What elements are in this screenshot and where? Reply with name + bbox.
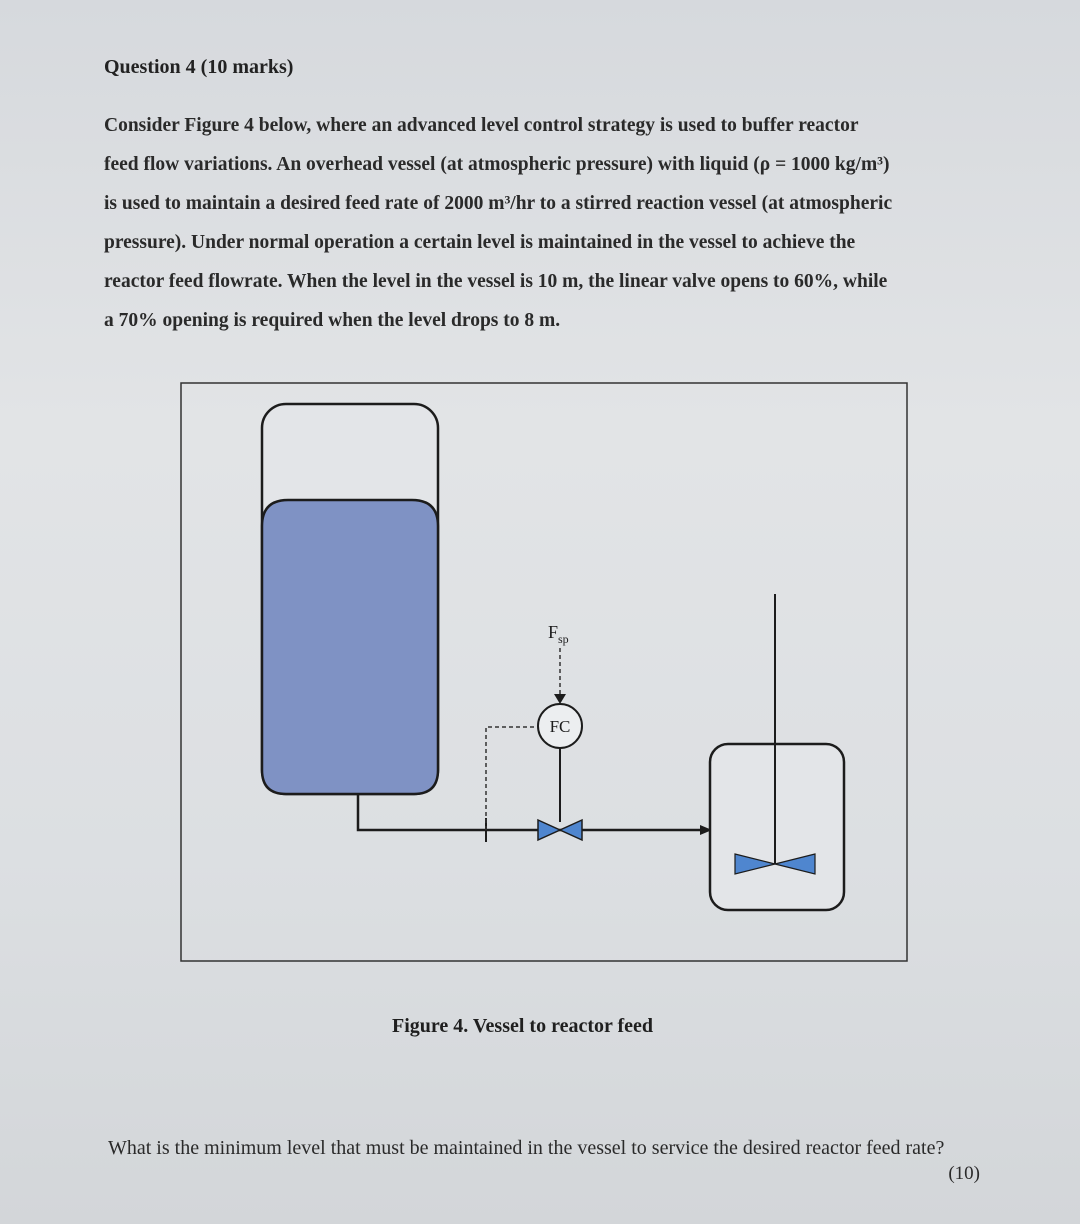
overhead-vessel xyxy=(262,404,438,794)
measurement-signal xyxy=(486,727,536,830)
figure-caption: Figure 4. Vessel to reactor feed xyxy=(392,1015,654,1037)
question-prompt xyxy=(108,1125,988,1171)
vessel-liquid xyxy=(262,500,438,794)
setpoint-label: $F_{sp}$ xyxy=(548,622,569,646)
pipe-line xyxy=(358,794,700,830)
setpoint-arrow xyxy=(554,694,566,704)
stirred-reactor xyxy=(710,594,844,910)
figure-4 xyxy=(180,382,908,962)
flow-controller xyxy=(538,704,582,748)
paragraph-line: a 70% opening is required when the level drops to 8 m. xyxy=(104,310,561,331)
question-paragraph xyxy=(104,106,974,340)
feed-pipe xyxy=(358,794,712,842)
reactor-vessel xyxy=(710,744,844,910)
question-title: Question 4 (10 marks) xyxy=(104,56,294,78)
control-valve xyxy=(538,820,582,840)
prompt-text: What is the minimum level that must be maintained in the vessel to service the desired reactor feed rate? xyxy=(108,1137,945,1159)
paragraph-line: reactor feed flowrate. When the level in the vessel is 10 m, the linear valve opens to 60%, while xyxy=(104,271,888,292)
paragraph-line: Consider Figure 4 below, where an advanced level control strategy is used to buffer reactor xyxy=(104,115,859,136)
paragraph-line: is used to maintain a desired feed rate of 2000 m³/hr to a stirred reaction vessel (at atmospheric xyxy=(104,193,893,214)
valve-body-right xyxy=(560,820,582,840)
marks-label: (10) xyxy=(948,1163,980,1184)
controller-label: FC xyxy=(549,717,571,736)
valve-body-left xyxy=(538,820,560,840)
paragraph-line: feed flow variations. An overhead vessel (at atmospheric pressure) with liquid (ρ = 1000 kg/m³) xyxy=(104,154,890,175)
paragraph-line: pressure). Under normal operation a certain level is maintained in the vessel to achieve the xyxy=(104,232,856,253)
